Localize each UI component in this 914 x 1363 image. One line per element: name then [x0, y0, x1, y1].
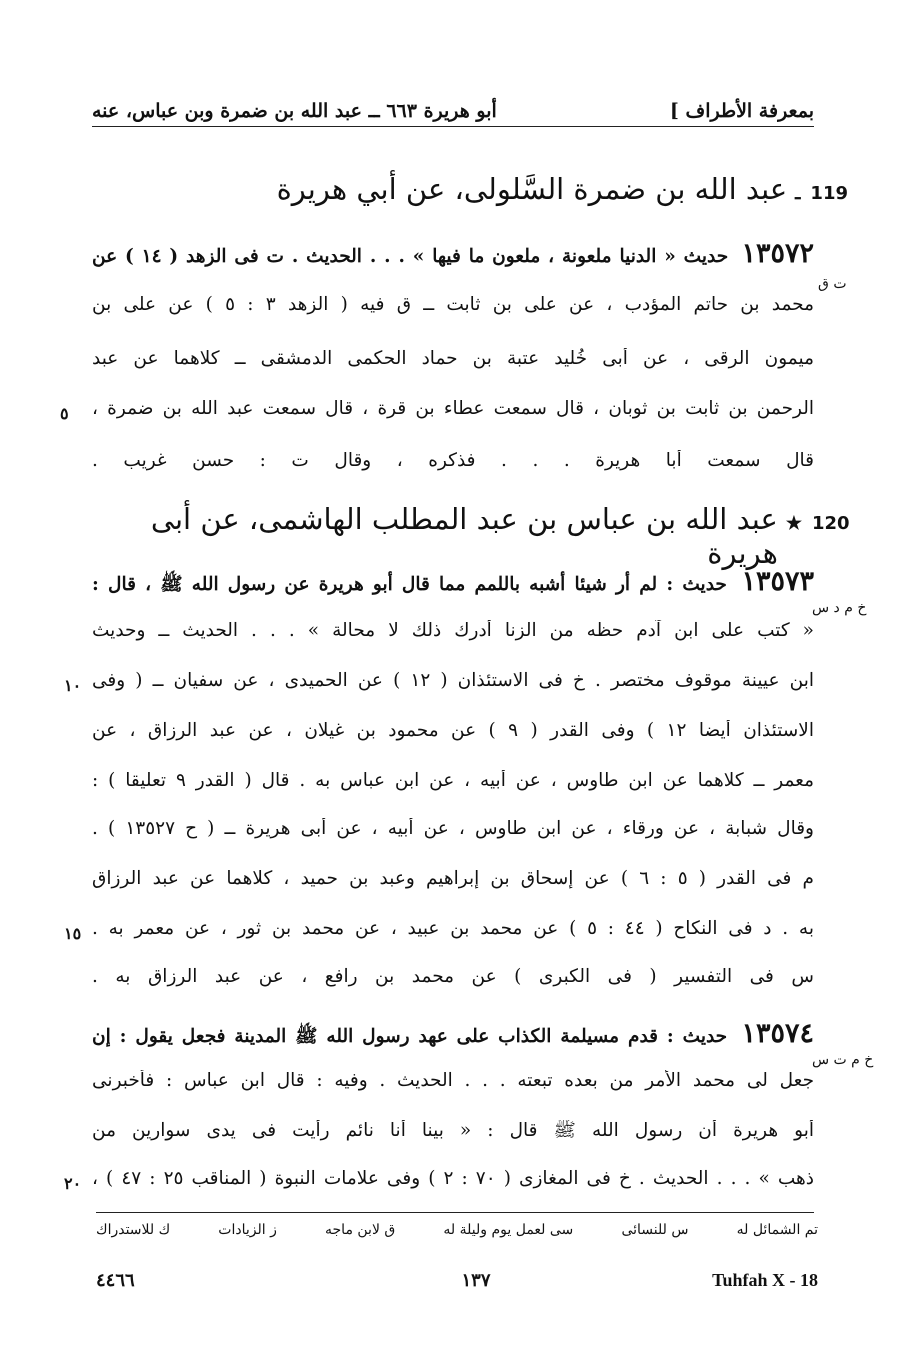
source-sigla: خ م د س — [812, 600, 867, 616]
abbreviation-item: ز الزيادات — [218, 1222, 277, 1238]
section-heading-119 — [120, 172, 848, 206]
section-title: عبد الله بن ضمرة السَّلولى، عن أبي هريرة — [276, 172, 788, 206]
entry-line: قال سمعت أبا هريرة . . . فذكره ، وقال ت : حسن غريب . — [92, 450, 814, 471]
hadith-number: ١٣٥٧٢ — [741, 238, 814, 269]
entry-line: محمد بن حاتم المؤدب ، عن على بن ثابت ــ ق فيه ( الزهد ٣ : ٥ ) عن على بن — [92, 294, 814, 315]
entry-line: وقال شبابة ، عن ورقاء ، عن ابن طاوس ، عن أبيه ، عن أبى هريرة ــ ( ح ١٣٥٢٧ ) . — [92, 818, 814, 839]
line-number-margin: ١٠ — [64, 676, 82, 695]
section-mark: ـ — [795, 183, 801, 204]
line-number-margin: ٥ — [60, 404, 69, 423]
running-head-left: أبو هريرة ٦٦٣ ــ عبد الله بن ضمرة وبن عباس، عنه — [92, 100, 497, 122]
entry-line: أبو هريرة أن رسول الله ﷺ قال : « بينا أنا نائم رأيت فى يدى سوارين من — [92, 1120, 814, 1141]
entry-line: الرحمن بن ثابت بن ثوبان ، قال سمعت عطاء بن قرة ، قال سمعت عبد الله بن ضمرة ، — [92, 398, 814, 419]
abbreviation-key — [96, 1222, 818, 1252]
abbreviation-item: ك للاستدراك — [96, 1222, 171, 1238]
signature-mark: Tuhfah X - 18 — [712, 1270, 818, 1290]
source-sigla: ت ق — [818, 276, 847, 292]
abbreviation-item: تم الشمائل له — [736, 1222, 818, 1238]
section-heading-120 — [120, 502, 848, 570]
line-number-margin: ١٥ — [64, 924, 82, 943]
entry-text: حديث « الدنيا ملعونة ، ملعون ما فيها » . . . الحديث . ت فى الزهد ( ١٤ ) عن — [92, 246, 729, 267]
entry-line: جعل لى محمد الأمر من بعده تبعته . . . الحديث . وفيه : قال ابن عباس : فأخبرنى — [92, 1070, 814, 1091]
section-mark: ★ — [785, 513, 802, 534]
section-title: عبد الله بن عباس بن عبد المطلب الهاشمى، عن أبى هريرة — [150, 502, 778, 570]
entry-line: س فى التفسير ( فى الكبرى ) عن محمد بن رافع ، عن عبد الرزاق به . — [92, 966, 814, 987]
abbreviation-item: سى لعمل يوم وليلة له — [443, 1222, 574, 1238]
abbreviation-item: ق لابن ماجه — [325, 1222, 396, 1238]
section-number: 120 — [812, 513, 850, 534]
entry-line: م فى القدر ( ٥ : ٦ ) عن إسحاق بن إبراهيم وعبد بن حميد ، كلاهما عن عبد الرزاق — [92, 868, 814, 889]
hadith-number: ١٣٥٧٣ — [741, 566, 814, 597]
entry-line — [92, 238, 814, 269]
footnote-rule — [96, 1212, 814, 1213]
page-number: ١٣٧ — [461, 1270, 491, 1291]
line-number-margin: ٢٠ — [64, 1174, 82, 1193]
section-number: 119 — [810, 183, 848, 204]
header-rule — [92, 126, 814, 127]
entry-line: الاستئذان أيضا ١٢ ) وفى القدر ( ٩ ) عن محمود بن غيلان ، عن عبد الرزاق ، عن — [92, 720, 814, 741]
volume-code: ٤٤٦٦ — [96, 1270, 135, 1291]
hadith-number: ١٣٥٧٤ — [741, 1018, 814, 1049]
entry-text: حديث : قدم مسيلمة الكذاب على عهد رسول الله ﷺ المدينة فجعل يقول : إن — [92, 1026, 728, 1047]
running-head-right: بمعرفة الأطراف ] — [669, 100, 814, 122]
running-head — [92, 86, 814, 122]
page-footer — [96, 1270, 818, 1300]
entry-line — [92, 1018, 814, 1052]
source-sigla: خ م ت س — [812, 1052, 874, 1068]
entry-line — [92, 566, 814, 600]
entry-line: ابن عيينة موقوف مختصر . خ فى الاستئذان ( ١٢ ) عن الحميدى ، عن سفيان ــ ( وفى — [92, 670, 814, 691]
entry-line: معمر ــ كلاهما عن ابن طاوس ، عن أبيه ، عن ابن عباس به . قال ( القدر ٩ تعليقا ) : — [92, 770, 814, 791]
entry-line: ذهب » . . . الحديث . خ فى المغازى ( ٧٠ : ٢ ) وفى علامات النبوة ( المناقب ٢٥ : ٤٧ ) ، — [92, 1168, 814, 1189]
entry-text: حديث : لم أر شيئا أشبه باللمم مما قال أبو هريرة عن رسول الله ﷺ ، قال : — [92, 574, 727, 595]
entry-line: « كتب على ابن آدم حظه من الزنا أدرك ذلك لا محالة » . . . الحديث ــ وحديث — [92, 620, 814, 641]
entry-line: به . د فى النكاح ( ٤٤ : ٥ ) عن محمد بن عبيد ، عن محمد بن ثور ، عن معمر به . — [92, 918, 814, 939]
abbreviation-item: س للنسائى — [621, 1222, 689, 1238]
entry-line: ميمون الرقى ، عن أبى خُليد عتبة بن حماد الحكمى الدمشقى ــ كلاهما عن عبد — [92, 348, 814, 369]
